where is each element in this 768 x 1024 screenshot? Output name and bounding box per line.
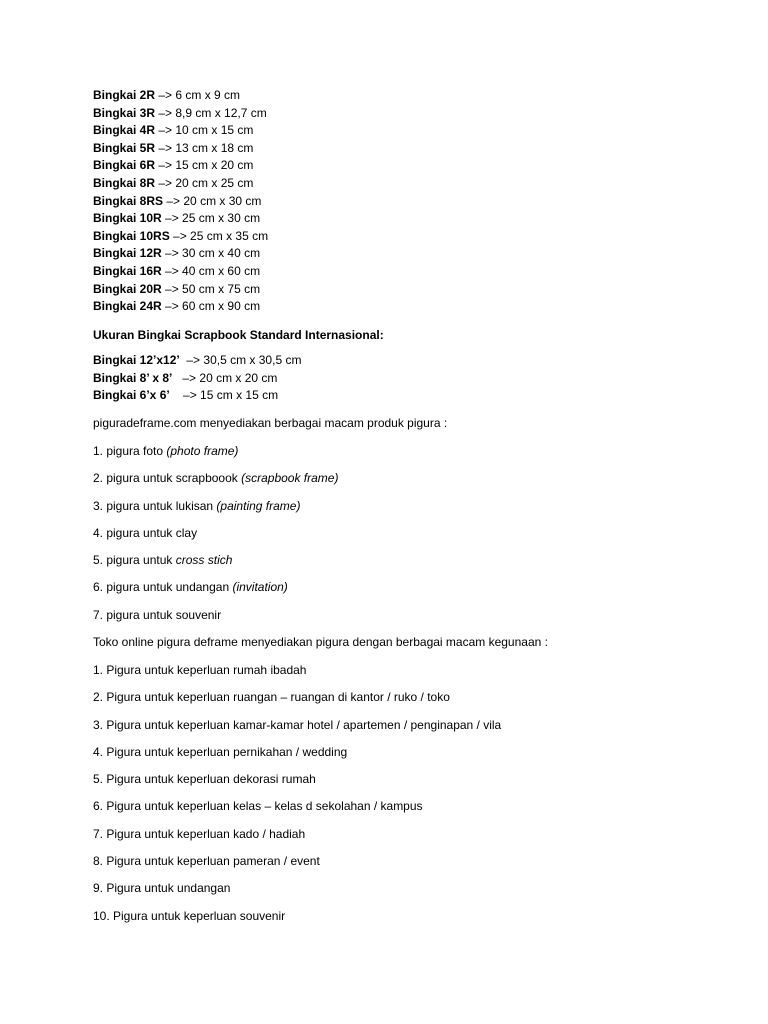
use-item: 2. Pigura untuk keperluan ruangan – ruangan di kantor / ruko / toko xyxy=(93,690,450,705)
uses-list xyxy=(93,661,501,934)
scrapbook-heading: Ukuran Bingkai Scrapbook Standard Internasional: xyxy=(93,328,384,342)
frame-size-row: Bingkai 10RS –> 25 cm x 35 cm xyxy=(93,228,269,243)
frame-size-row: Bingkai 20R –> 50 cm x 75 cm xyxy=(93,281,261,296)
use-item: 5. Pigura untuk keperluan dekorasi rumah xyxy=(93,772,316,787)
scrapbook-size-row: Bingkai 12’x12’ –> 30,5 cm x 30,5 cm xyxy=(93,353,302,367)
frame-size-row: Bingkai 2R –> 6 cm x 9 cm xyxy=(93,88,241,102)
use-item: 7. Pigura untuk keperluan kado / hadiah xyxy=(93,826,306,841)
product-item: 2. pigura untuk scrapboook (scrapbook frame) xyxy=(93,471,339,486)
frame-size-list xyxy=(93,87,268,316)
uses-intro: Toko online pigura deframe menyediakan pigura dengan berbagai macam kegunaan : xyxy=(93,635,548,649)
use-item: 1. Pigura untuk keperluan rumah ibadah xyxy=(93,663,307,677)
scrapbook-size-row: Bingkai 6’x 6’ –> 15 cm x 15 cm xyxy=(93,388,279,403)
frame-size-row: Bingkai 12R –> 30 cm x 40 cm xyxy=(93,246,261,261)
frame-size-row: Bingkai 4R –> 10 cm x 15 cm xyxy=(93,123,254,138)
use-item: 9. Pigura untuk undangan xyxy=(93,881,231,896)
use-item: 10. Pigura untuk keperluan souvenir xyxy=(93,908,286,923)
product-item: 3. pigura untuk lukisan (painting frame) xyxy=(93,498,301,513)
product-item: 1. pigura foto (photo frame) xyxy=(93,444,239,458)
frame-size-row: Bingkai 24R –> 60 cm x 90 cm xyxy=(93,299,261,314)
frame-size-row: Bingkai 16R –> 40 cm x 60 cm xyxy=(93,263,261,278)
frame-size-row: Bingkai 8RS –> 20 cm x 30 cm xyxy=(93,193,262,208)
use-item: 8. Pigura untuk keperluan pameran / event xyxy=(93,854,320,869)
scrapbook-size-list xyxy=(93,352,301,405)
use-item: 4. Pigura untuk keperluan pernikahan / wedding xyxy=(93,744,348,759)
products-intro: piguradeframe.com menyediakan berbagai macam produk pigura : xyxy=(93,416,448,430)
product-item: 4. pigura untuk clay xyxy=(93,525,198,540)
product-list xyxy=(93,442,338,633)
product-item: 6. pigura untuk undangan (invitation) xyxy=(93,580,288,595)
use-item: 3. Pigura untuk keperluan kamar-kamar hotel / apartemen / penginapan / vila xyxy=(93,717,502,732)
frame-size-row: Bingkai 8R –> 20 cm x 25 cm xyxy=(93,175,254,190)
frame-size-row: Bingkai 3R –> 8,9 cm x 12,7 cm xyxy=(93,105,267,120)
use-item: 6. Pigura untuk keperluan kelas – kelas d sekolahan / kampus xyxy=(93,799,423,814)
frame-size-row: Bingkai 6R –> 15 cm x 20 cm xyxy=(93,158,254,173)
frame-size-row: Bingkai 5R –> 13 cm x 18 cm xyxy=(93,140,254,155)
scrapbook-size-row: Bingkai 8’ x 8’ –> 20 cm x 20 cm xyxy=(93,370,278,385)
frame-size-row: Bingkai 10R –> 25 cm x 30 cm xyxy=(93,211,261,226)
product-item: 5. pigura untuk cross stich xyxy=(93,553,233,568)
product-item: 7. pigura untuk souvenir xyxy=(93,607,222,622)
